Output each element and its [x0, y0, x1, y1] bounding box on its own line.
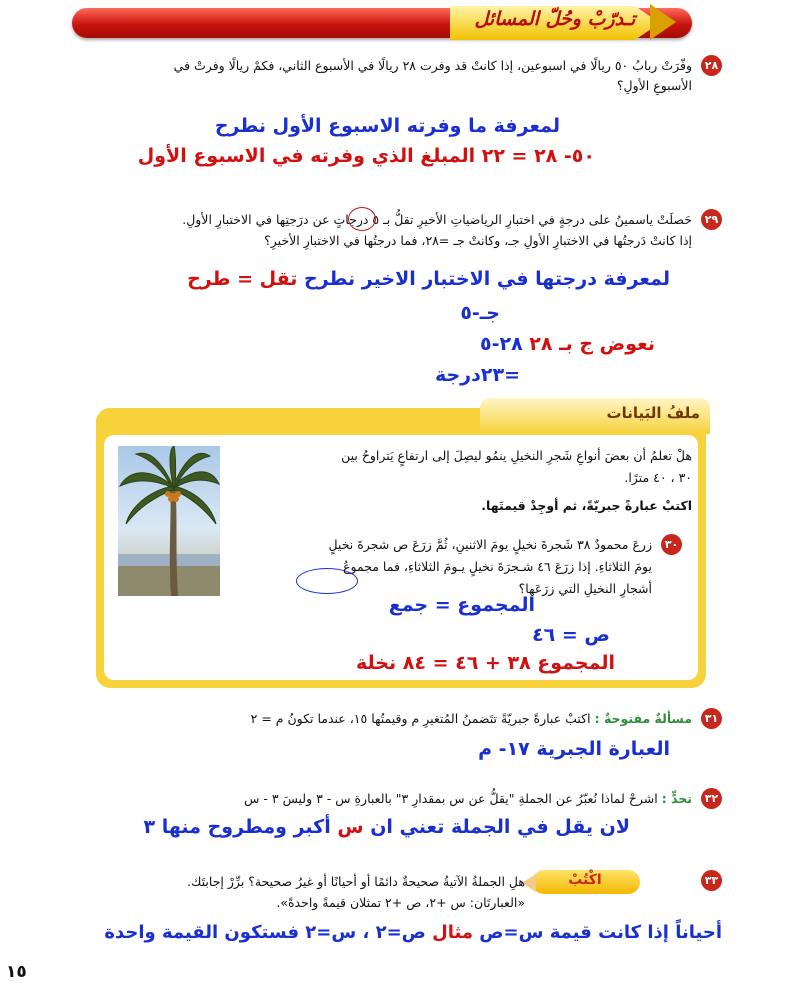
q32-answer [130, 816, 630, 838]
q32-text [62, 789, 692, 808]
question-number-30: ٣٠ [661, 534, 682, 555]
data-file-title: ملفُ البَيانات [606, 404, 700, 422]
q29-substitute: نعوض ج بـ ٢٨ [529, 333, 655, 355]
q31-answer: العبارة الجبرية ١٧- م [478, 738, 670, 760]
q30-answer-line1: المجموع = جمع [388, 594, 535, 616]
q30-answer-line2: ص = ٤٦ [532, 624, 610, 646]
q30-line2: يومَ الثلاثاءِ. إذا زرَعَ ٤٦ شـجرَةَ نخيلٍ يـومَ الثلاثاءِ، فما مجموعُ [343, 559, 652, 574]
q29-answer-line2: جـ-٥ [460, 302, 500, 324]
q31-body: اكتبْ عبارةً جبريّةً تتَضمنُ المُتغيرِ م وقيمتُها ١٥، عندما تكونُ م = ٢ [250, 711, 591, 726]
q32-answer-s: س [337, 816, 364, 838]
page-number: ١٥ [6, 962, 27, 982]
q29-subtract: ٢٨-٥ [479, 333, 523, 355]
question-number-31: ٣١ [701, 708, 722, 729]
q31-text [62, 709, 692, 728]
q33-answer-m: مثال [432, 922, 474, 943]
q31-label: مسألةٌ مفتوحةٌ : [594, 711, 692, 726]
data-file-text-line2: ٣٠ ، ٤٠ مترًا. [624, 470, 692, 485]
section-title: تـدرّبْ وحُلّ المسائل [474, 8, 636, 30]
header-arrow-icon [650, 4, 676, 40]
question-number-33: ٣٣ [701, 870, 722, 891]
data-file-text-line1: هلْ تعلمُ أن بعضَ أنواعِ شَجرِ النخيلِ ينمُو ليصِلَ إلى ارتفاعٍ يَتراوحُ بين [341, 448, 692, 463]
question-number-29: ٢٩ [701, 209, 722, 230]
write-label: اكْتُبْ [568, 872, 602, 888]
q32-answer-b: أكبر ومطروح منها ٣ [143, 816, 331, 838]
q29-answer-line3 [355, 333, 655, 355]
q30-line3: أشجارِ النخيلِ التي زرَعَها؟ [518, 581, 652, 596]
q29-answer-blue: لمعرفة درجتها في الاختبار الاخير نطرح [304, 268, 670, 290]
q32-body: اشرحْ لماذا نُعبّرُ عن الجملةِ "يقلُّ عن س بمقدارِ ٣" بالعبارةِ س - ٣ وليسَ ٣ - س [244, 791, 658, 806]
q33-line1: هلِ الجملةُ الآتيةُ صحيحةٌ دائمًا أو أحيانًا أو غيرُ صحيحة؟ برِّرْ إجابتَك. [187, 874, 525, 889]
q29-line1: حَصلَتْ ياسمينُ على درجةٍ في اختبارِ الرياضياتِ الأخيرِ تقلُّ بـ ٥ درجاتٍ عن درَجتِها في الاختبارِ الأولِ. [182, 212, 692, 227]
circle-annotation [348, 207, 376, 231]
q33-answer-a: أحياناً إذا كانت قيمة س=ص [479, 922, 722, 943]
question-number-32: ٣٢ [701, 788, 722, 809]
q28-line1: وفّرَتْ ربابُ ٥٠ ريالًا في اسبوعين، إذا كانتْ قد وفرت ٢٨ ريالًا في الأسبوع الثاني، فكمْ ريالًا وفرتْ في [173, 58, 692, 73]
data-file-instruction: اكتبْ عبارةً جبريّةً، ثم أوجِدْ قيمتَها. [481, 498, 692, 513]
q32-label: تحدٍّ : [661, 791, 692, 806]
q29-answer-red: تقل = طرح [187, 268, 298, 290]
q33-answer [82, 922, 722, 943]
q32-answer-a: لان يقل في الجملة تعني ان [370, 816, 630, 838]
q28-answer-line2: ٥٠- ٢٨ = ٢٢ المبلغ الذي وفرته في الاسبوع الأول [137, 145, 595, 167]
q30-line1: زرعَ محمودٌ ٣٨ شَجرةَ نخيلٍ يومَ الاثنينِ، ثُمَّ زرَعَ ص شجرةَ نخيلٍ [328, 537, 652, 552]
q33-answer-b: ص=٢ ، س=٢ فستكون القيمة واحدة [104, 922, 426, 943]
question-number-28: ٢٨ [701, 55, 722, 76]
q33-line2: «العبارتَان: س +٢، ص +٢ تمثلان قيمةً واحدةً». [276, 895, 525, 910]
q28-line2: الأسبوعِ الأولِ؟ [616, 78, 692, 93]
q29-answer-line1 [110, 268, 670, 290]
q30-answer-line3: المجموع ٣٨ + ٤٦ = ٨٤ نخلة [356, 652, 615, 674]
circle-annotation-blue [296, 568, 358, 594]
palm-tree-photo [118, 446, 220, 596]
q28-answer-line1: لمعرفة ما وفرته الاسبوع الأول نطرح [214, 115, 560, 137]
q29-answer-line4: =٢٣درجة [434, 364, 520, 386]
q29-line2: إذا كانتْ دَرجتُها في الاختبارِ الأولِ جـ، وكانتْ جـ =٢٨، فما درجتُها في الاختبارِ الأخيرِ؟ [264, 233, 692, 248]
